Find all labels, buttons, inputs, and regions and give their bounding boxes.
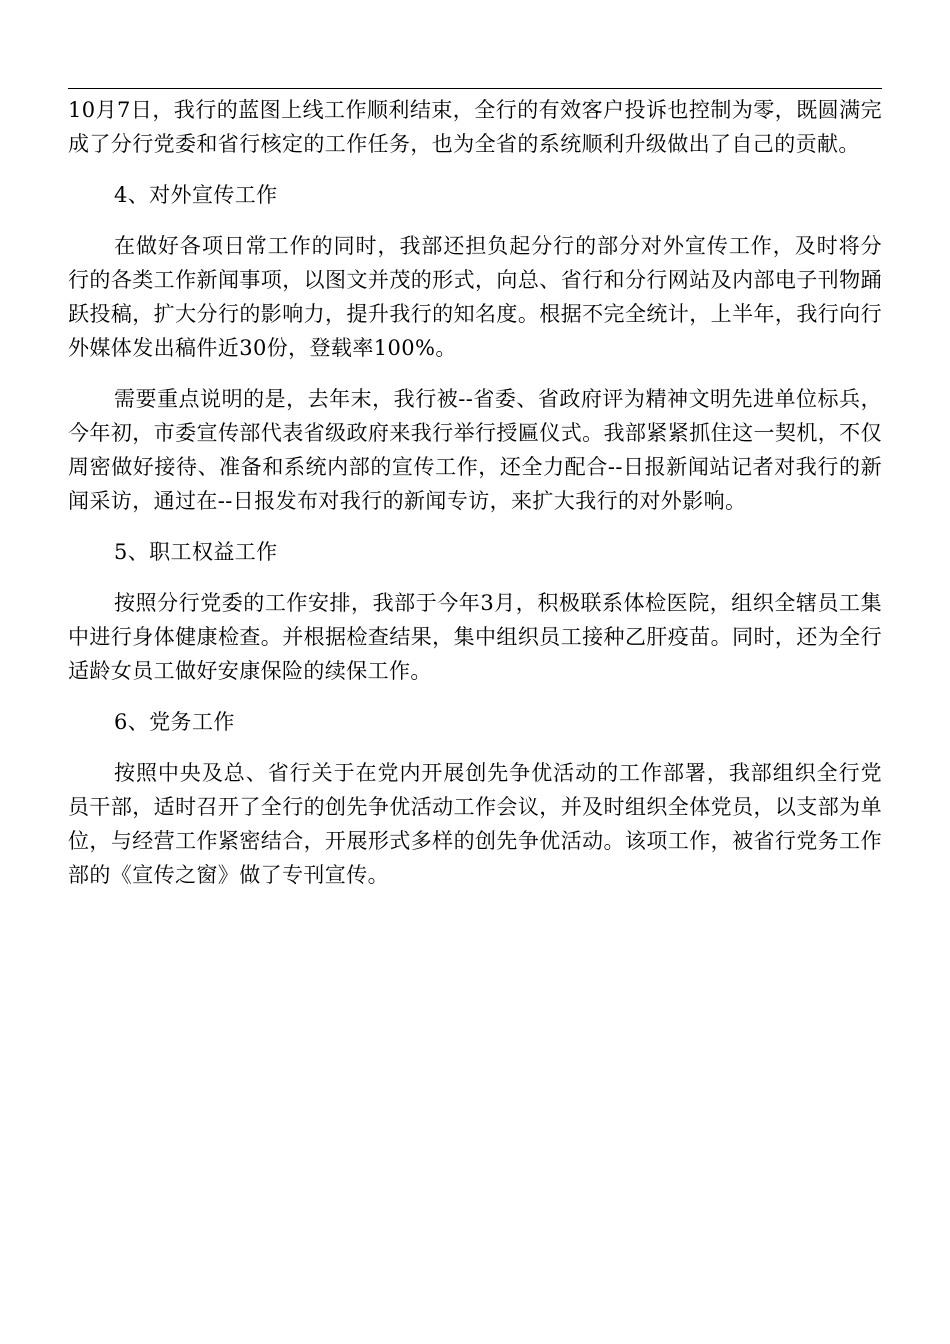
paragraph-party-affairs: 按照中央及总、省行关于在党内开展创先争优活动的工作部署，我部组织全行党员干部，适时召开了全行的创先争优活动工作会议，并及时组织全体党员，以支部为单位，与经营工作紧密结合，开展形式多样的创先争优活动。该项工作，被省行党务工作部的《宣传之窗》做了专刊宣传。 bbox=[68, 761, 882, 887]
document-body bbox=[68, 93, 882, 909]
paragraph-publicity-note: 需要重点说明的是，去年末，我行被--省委、省政府评为精神文明先进单位标兵，今年初，市委宣传部代表省级政府来我行举行授匾仪式。我部紧紧抓住这一契机，不仅周密做好接待、准备和系统内部的宣传工作，还全力配合--日报新闻站记者对我行的新闻采访，通过在--日报发布对我行的新闻专访，来扩大我行的对外影响。 bbox=[68, 387, 882, 513]
header-rule bbox=[68, 88, 882, 89]
paragraph-publicity: 在做好各项日常工作的同时，我部还担负起分行的部分对外宣传工作，及时将分行的各类工作新闻事项，以图文并茂的形式，向总、省行和分行网站及内部电子刊物踊跃投稿，扩大分行的影响力，提升我行的知名度。根据不完全统计，上半年，我行向行外媒体发出稿件近30份，登载率100%。 bbox=[68, 234, 882, 360]
paragraph-continuation: 10月7日，我行的蓝图上线工作顺利结束，全行的有效客户投诉也控制为零，既圆满完成了分行党委和省行核定的工作任务，也为全省的系统顺利升级做出了自己的贡献。 bbox=[68, 98, 882, 156]
paragraph-employee-rights: 按照分行党委的工作安排，我部于今年3月，积极联系体检医院，组织全辖员工集中进行身体健康检查。并根据检查结果，集中组织员工接种乙肝疫苗。同时，还为全行适龄女员工做好安康保险的续保工作。 bbox=[68, 591, 882, 683]
section-heading-party-affairs: 6、党务工作 bbox=[114, 710, 235, 734]
section-heading-publicity: 4、对外宣传工作 bbox=[114, 183, 278, 207]
section-heading-employee-rights: 5、职工权益工作 bbox=[114, 540, 278, 564]
